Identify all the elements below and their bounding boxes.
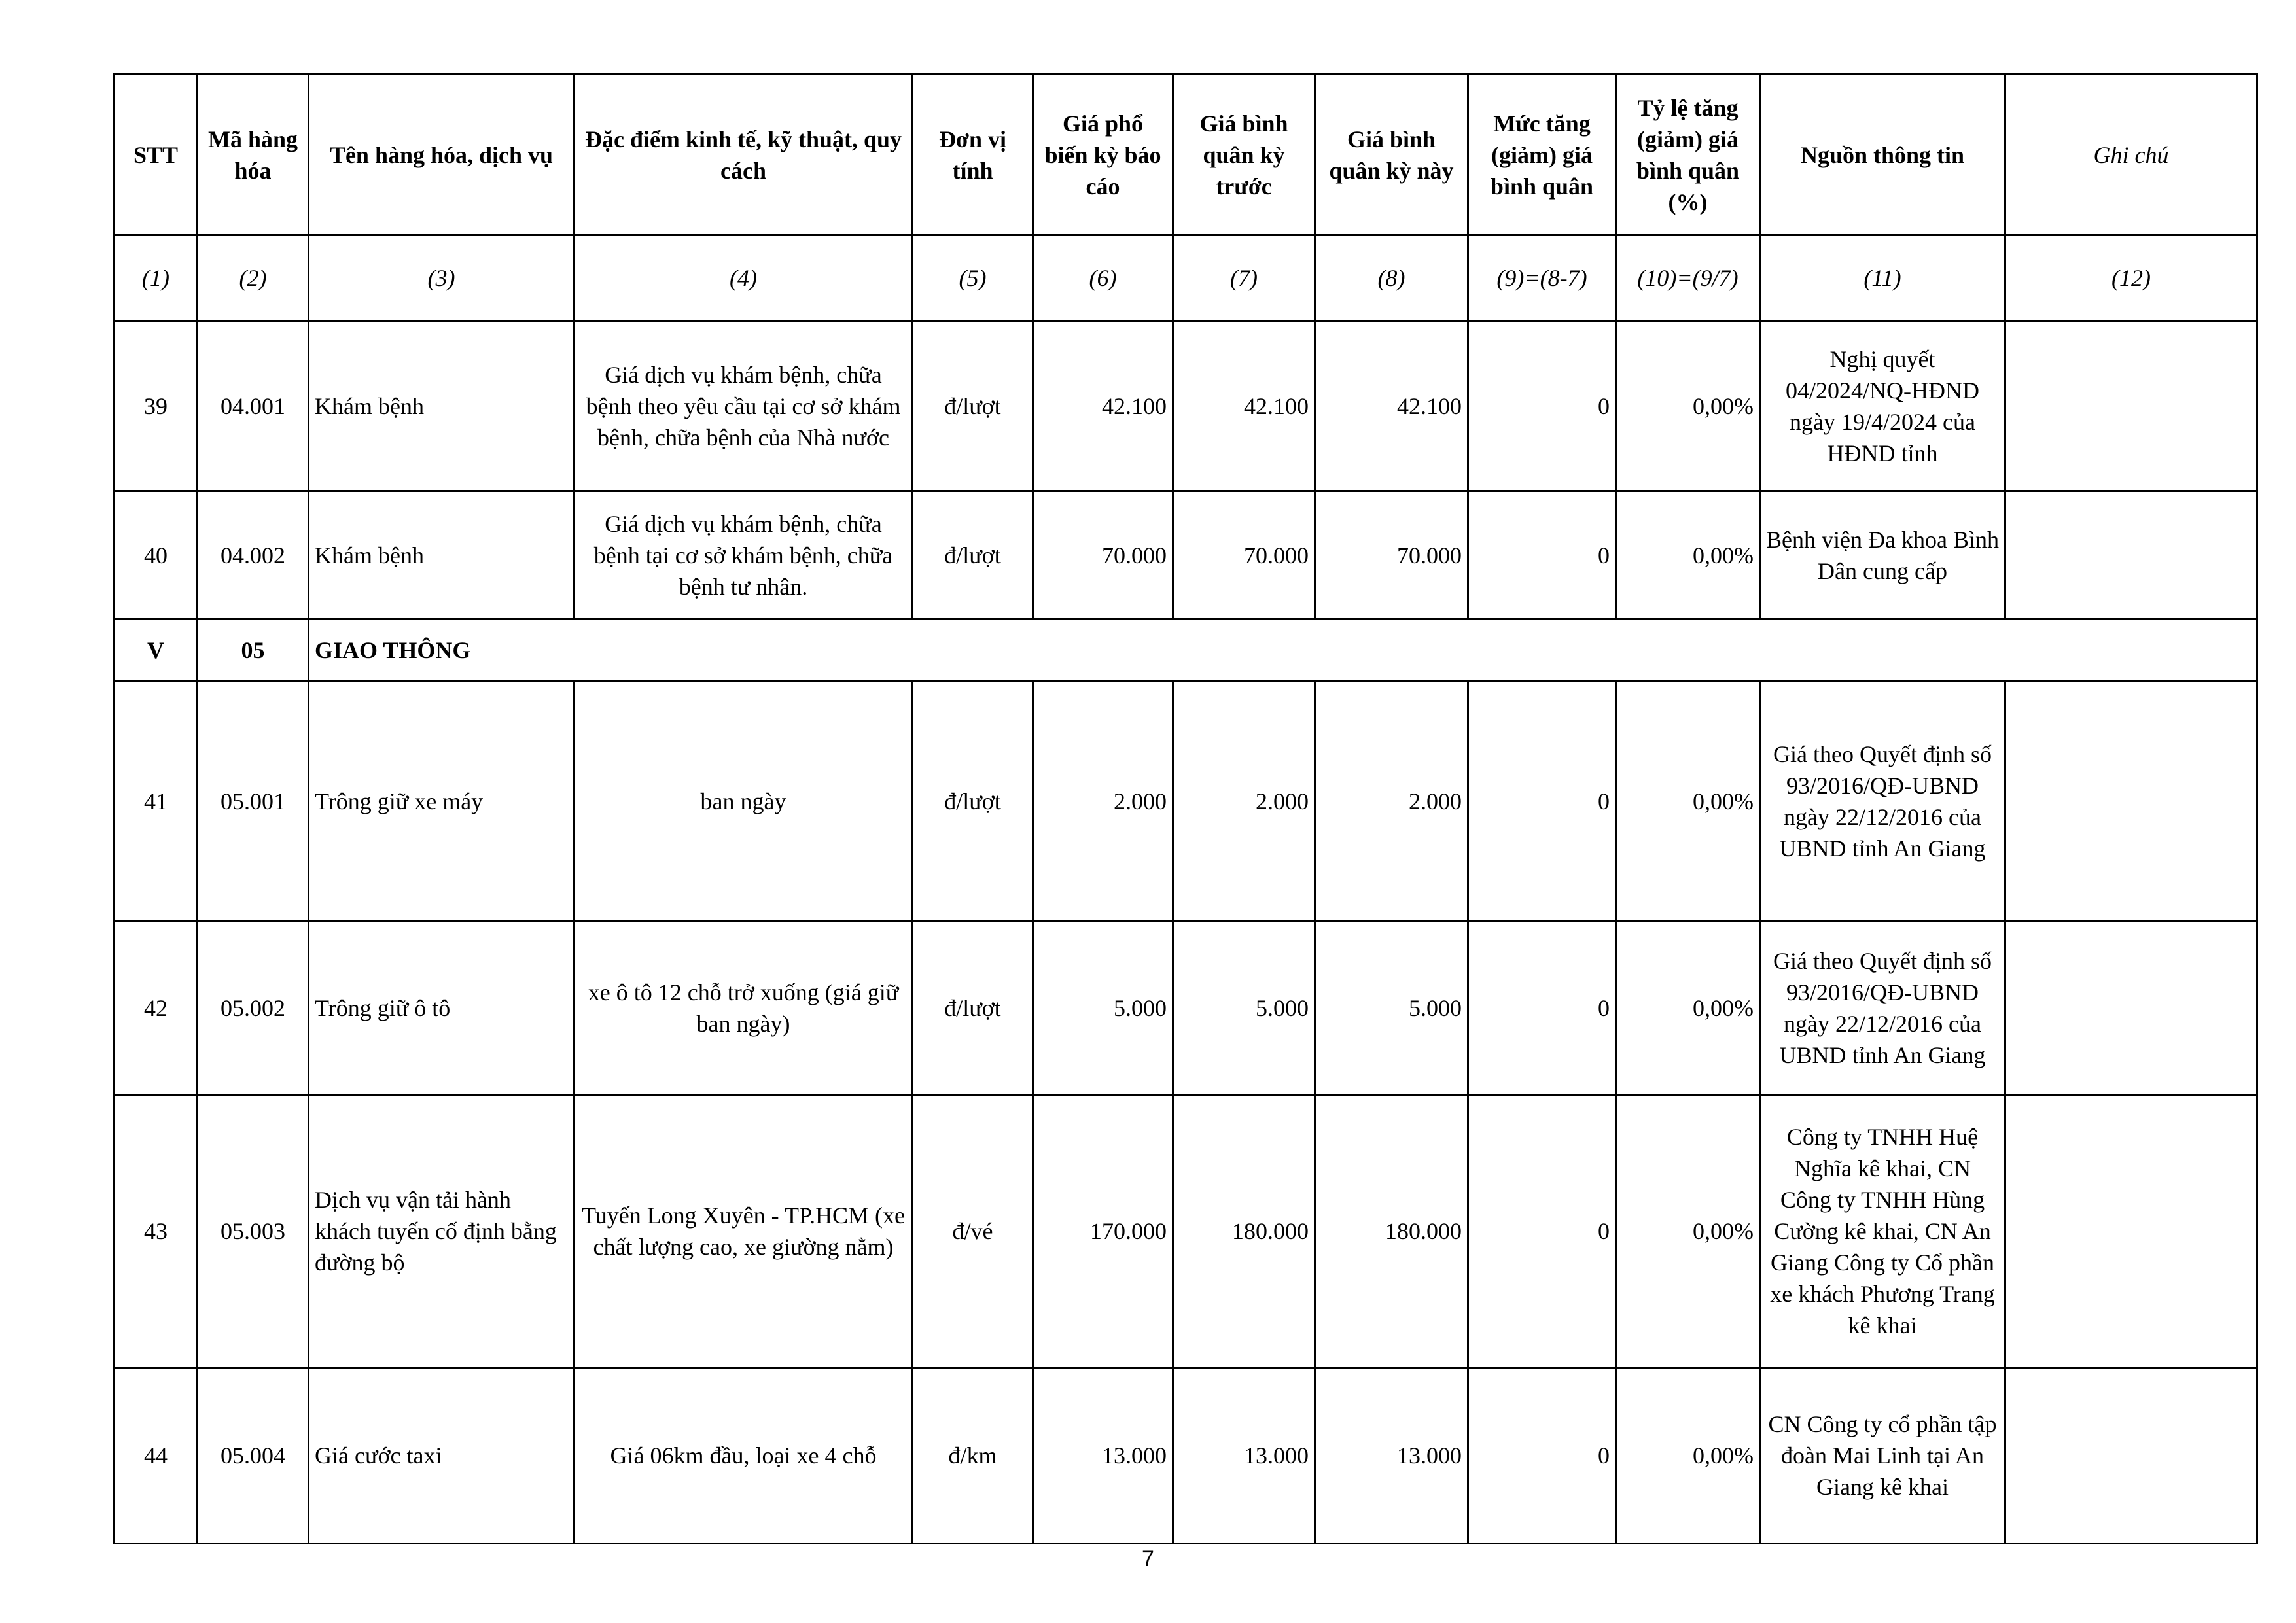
cell-gia-pho-bien: 170.000 bbox=[1033, 1095, 1173, 1368]
cell-gia-truoc: 5.000 bbox=[1173, 922, 1315, 1095]
cell-muc-tang: 0 bbox=[1468, 1095, 1616, 1368]
cell-ten: Trông giữ ô tô bbox=[309, 922, 574, 1095]
cell-gia-nay: 180.000 bbox=[1315, 1095, 1468, 1368]
cell-muc-tang: 0 bbox=[1468, 491, 1616, 620]
cell-don-vi: đ/lượt bbox=[913, 321, 1033, 491]
cell-gia-pho-bien: 42.100 bbox=[1033, 321, 1173, 491]
cell-ty-le: 0,00% bbox=[1616, 491, 1760, 620]
header-gia-bq-truoc: Giá bình quân kỳ trước bbox=[1173, 75, 1315, 236]
header-ty-le: Tỷ lệ tăng (giảm) giá bình quân (%) bbox=[1616, 75, 1760, 236]
cell-stt: 41 bbox=[115, 681, 198, 922]
cell-ma: 05.004 bbox=[198, 1368, 309, 1544]
header-gia-bq-nay: Giá bình quân kỳ này bbox=[1315, 75, 1468, 236]
cell-ghi-chu bbox=[2005, 1368, 2257, 1544]
cell-dac-diem: Giá 06km đầu, loại xe 4 chỗ bbox=[574, 1368, 913, 1544]
cell-nguon: Bệnh viện Đa khoa Bình Dân cung cấp bbox=[1760, 491, 2005, 620]
table-header-row bbox=[115, 75, 2257, 236]
table-row bbox=[115, 922, 2257, 1095]
table-row bbox=[115, 1368, 2257, 1544]
cell-ty-le: 0,00% bbox=[1616, 321, 1760, 491]
section-row bbox=[115, 620, 2257, 681]
cell-ma: 04.002 bbox=[198, 491, 309, 620]
col-number: (7) bbox=[1173, 236, 1315, 321]
cell-ghi-chu bbox=[2005, 321, 2257, 491]
cell-ghi-chu bbox=[2005, 491, 2257, 620]
cell-dac-diem: Giá dịch vụ khám bệnh, chữa bệnh theo yêu cầu tại cơ sở khám bệnh, chữa bệnh của Nhà nước bbox=[574, 321, 913, 491]
table-row bbox=[115, 321, 2257, 491]
cell-gia-pho-bien: 2.000 bbox=[1033, 681, 1173, 922]
col-number: (2) bbox=[198, 236, 309, 321]
table-row bbox=[115, 491, 2257, 620]
cell-muc-tang: 0 bbox=[1468, 681, 1616, 922]
cell-ten: Khám bệnh bbox=[309, 491, 574, 620]
cell-ma: 05.002 bbox=[198, 922, 309, 1095]
cell-gia-nay: 13.000 bbox=[1315, 1368, 1468, 1544]
cell-dac-diem: Tuyến Long Xuyên - TP.HCM (xe chất lượng cao, xe giường nằm) bbox=[574, 1095, 913, 1368]
cell-don-vi: đ/lượt bbox=[913, 922, 1033, 1095]
cell-ten: Giá cước taxi bbox=[309, 1368, 574, 1544]
cell-gia-pho-bien: 70.000 bbox=[1033, 491, 1173, 620]
cell-ty-le: 0,00% bbox=[1616, 1095, 1760, 1368]
cell-don-vi: đ/vé bbox=[913, 1095, 1033, 1368]
cell-dac-diem: xe ô tô 12 chỗ trở xuống (giá giữ ban ngày) bbox=[574, 922, 913, 1095]
page-number: 7 bbox=[1142, 1546, 1154, 1571]
cell-muc-tang: 0 bbox=[1468, 321, 1616, 491]
cell-nguon: Công ty TNHH Huệ Nghĩa kê khai, CN Công ty TNHH Hùng Cường kê khai, CN An Giang Công ty Cổ phần xe khách Phương Trang kê khai bbox=[1760, 1095, 2005, 1368]
cell-dac-diem: Giá dịch vụ khám bệnh, chữa bệnh tại cơ sở khám bệnh, chữa bệnh tư nhân. bbox=[574, 491, 913, 620]
cell-ghi-chu bbox=[2005, 681, 2257, 922]
cell-gia-pho-bien: 5.000 bbox=[1033, 922, 1173, 1095]
col-number: (9)=(8-7) bbox=[1468, 236, 1616, 321]
section-ma: 05 bbox=[198, 620, 309, 681]
cell-ghi-chu bbox=[2005, 922, 2257, 1095]
cell-stt: 43 bbox=[115, 1095, 198, 1368]
header-gia-pho-bien: Giá phổ biến kỳ báo cáo bbox=[1033, 75, 1173, 236]
col-number: (10)=(9/7) bbox=[1616, 236, 1760, 321]
cell-don-vi: đ/lượt bbox=[913, 491, 1033, 620]
header-muc-tang: Mức tăng (giảm) giá bình quân bbox=[1468, 75, 1616, 236]
cell-stt: 42 bbox=[115, 922, 198, 1095]
header-nguon: Nguồn thông tin bbox=[1760, 75, 2005, 236]
column-number-row bbox=[115, 236, 2257, 321]
cell-ma: 05.001 bbox=[198, 681, 309, 922]
cell-ty-le: 0,00% bbox=[1616, 922, 1760, 1095]
cell-muc-tang: 0 bbox=[1468, 922, 1616, 1095]
cell-stt: 44 bbox=[115, 1368, 198, 1544]
cell-ten: Trông giữ xe máy bbox=[309, 681, 574, 922]
cell-gia-nay: 2.000 bbox=[1315, 681, 1468, 922]
col-number: (3) bbox=[309, 236, 574, 321]
cell-don-vi: đ/lượt bbox=[913, 681, 1033, 922]
header-ten: Tên hàng hóa, dịch vụ bbox=[309, 75, 574, 236]
table-row bbox=[115, 1095, 2257, 1368]
header-ghi-chu: Ghi chú bbox=[2005, 75, 2257, 236]
col-number: (8) bbox=[1315, 236, 1468, 321]
col-number: (5) bbox=[913, 236, 1033, 321]
cell-ghi-chu bbox=[2005, 1095, 2257, 1368]
cell-gia-truoc: 42.100 bbox=[1173, 321, 1315, 491]
cell-nguon: CN Công ty cổ phần tập đoàn Mai Linh tại An Giang kê khai bbox=[1760, 1368, 2005, 1544]
cell-ma: 05.003 bbox=[198, 1095, 309, 1368]
cell-gia-nay: 42.100 bbox=[1315, 321, 1468, 491]
cell-ten: Khám bệnh bbox=[309, 321, 574, 491]
col-number: (4) bbox=[574, 236, 913, 321]
col-number: (11) bbox=[1760, 236, 2005, 321]
cell-stt: 39 bbox=[115, 321, 198, 491]
cell-dac-diem: ban ngày bbox=[574, 681, 913, 922]
price-table bbox=[113, 73, 2258, 1544]
section-stt: V bbox=[115, 620, 198, 681]
cell-ty-le: 0,00% bbox=[1616, 681, 1760, 922]
cell-don-vi: đ/km bbox=[913, 1368, 1033, 1544]
col-number: (6) bbox=[1033, 236, 1173, 321]
cell-gia-truoc: 180.000 bbox=[1173, 1095, 1315, 1368]
header-dac-diem: Đặc điểm kinh tế, kỹ thuật, quy cách bbox=[574, 75, 913, 236]
cell-gia-pho-bien: 13.000 bbox=[1033, 1368, 1173, 1544]
cell-gia-truoc: 70.000 bbox=[1173, 491, 1315, 620]
cell-gia-truoc: 13.000 bbox=[1173, 1368, 1315, 1544]
cell-gia-nay: 70.000 bbox=[1315, 491, 1468, 620]
cell-nguon: Giá theo Quyết định số 93/2016/QĐ-UBND ngày 22/12/2016 của UBND tỉnh An Giang bbox=[1760, 922, 2005, 1095]
cell-ma: 04.001 bbox=[198, 321, 309, 491]
col-number: (12) bbox=[2005, 236, 2257, 321]
header-stt: STT bbox=[115, 75, 198, 236]
cell-muc-tang: 0 bbox=[1468, 1368, 1616, 1544]
header-don-vi: Đơn vị tính bbox=[913, 75, 1033, 236]
cell-gia-nay: 5.000 bbox=[1315, 922, 1468, 1095]
section-title: GIAO THÔNG bbox=[309, 620, 2257, 681]
table-row bbox=[115, 681, 2257, 922]
cell-stt: 40 bbox=[115, 491, 198, 620]
cell-nguon: Nghị quyết 04/2024/NQ-HĐND ngày 19/4/2024 của HĐND tỉnh bbox=[1760, 321, 2005, 491]
cell-ten: Dịch vụ vận tải hành khách tuyến cố định bằng đường bộ bbox=[309, 1095, 574, 1368]
header-ma-hang-hoa: Mã hàng hóa bbox=[198, 75, 309, 236]
cell-ty-le: 0,00% bbox=[1616, 1368, 1760, 1544]
cell-nguon: Giá theo Quyết định số 93/2016/QĐ-UBND ngày 22/12/2016 của UBND tỉnh An Giang bbox=[1760, 681, 2005, 922]
cell-gia-truoc: 2.000 bbox=[1173, 681, 1315, 922]
col-number: (1) bbox=[115, 236, 198, 321]
